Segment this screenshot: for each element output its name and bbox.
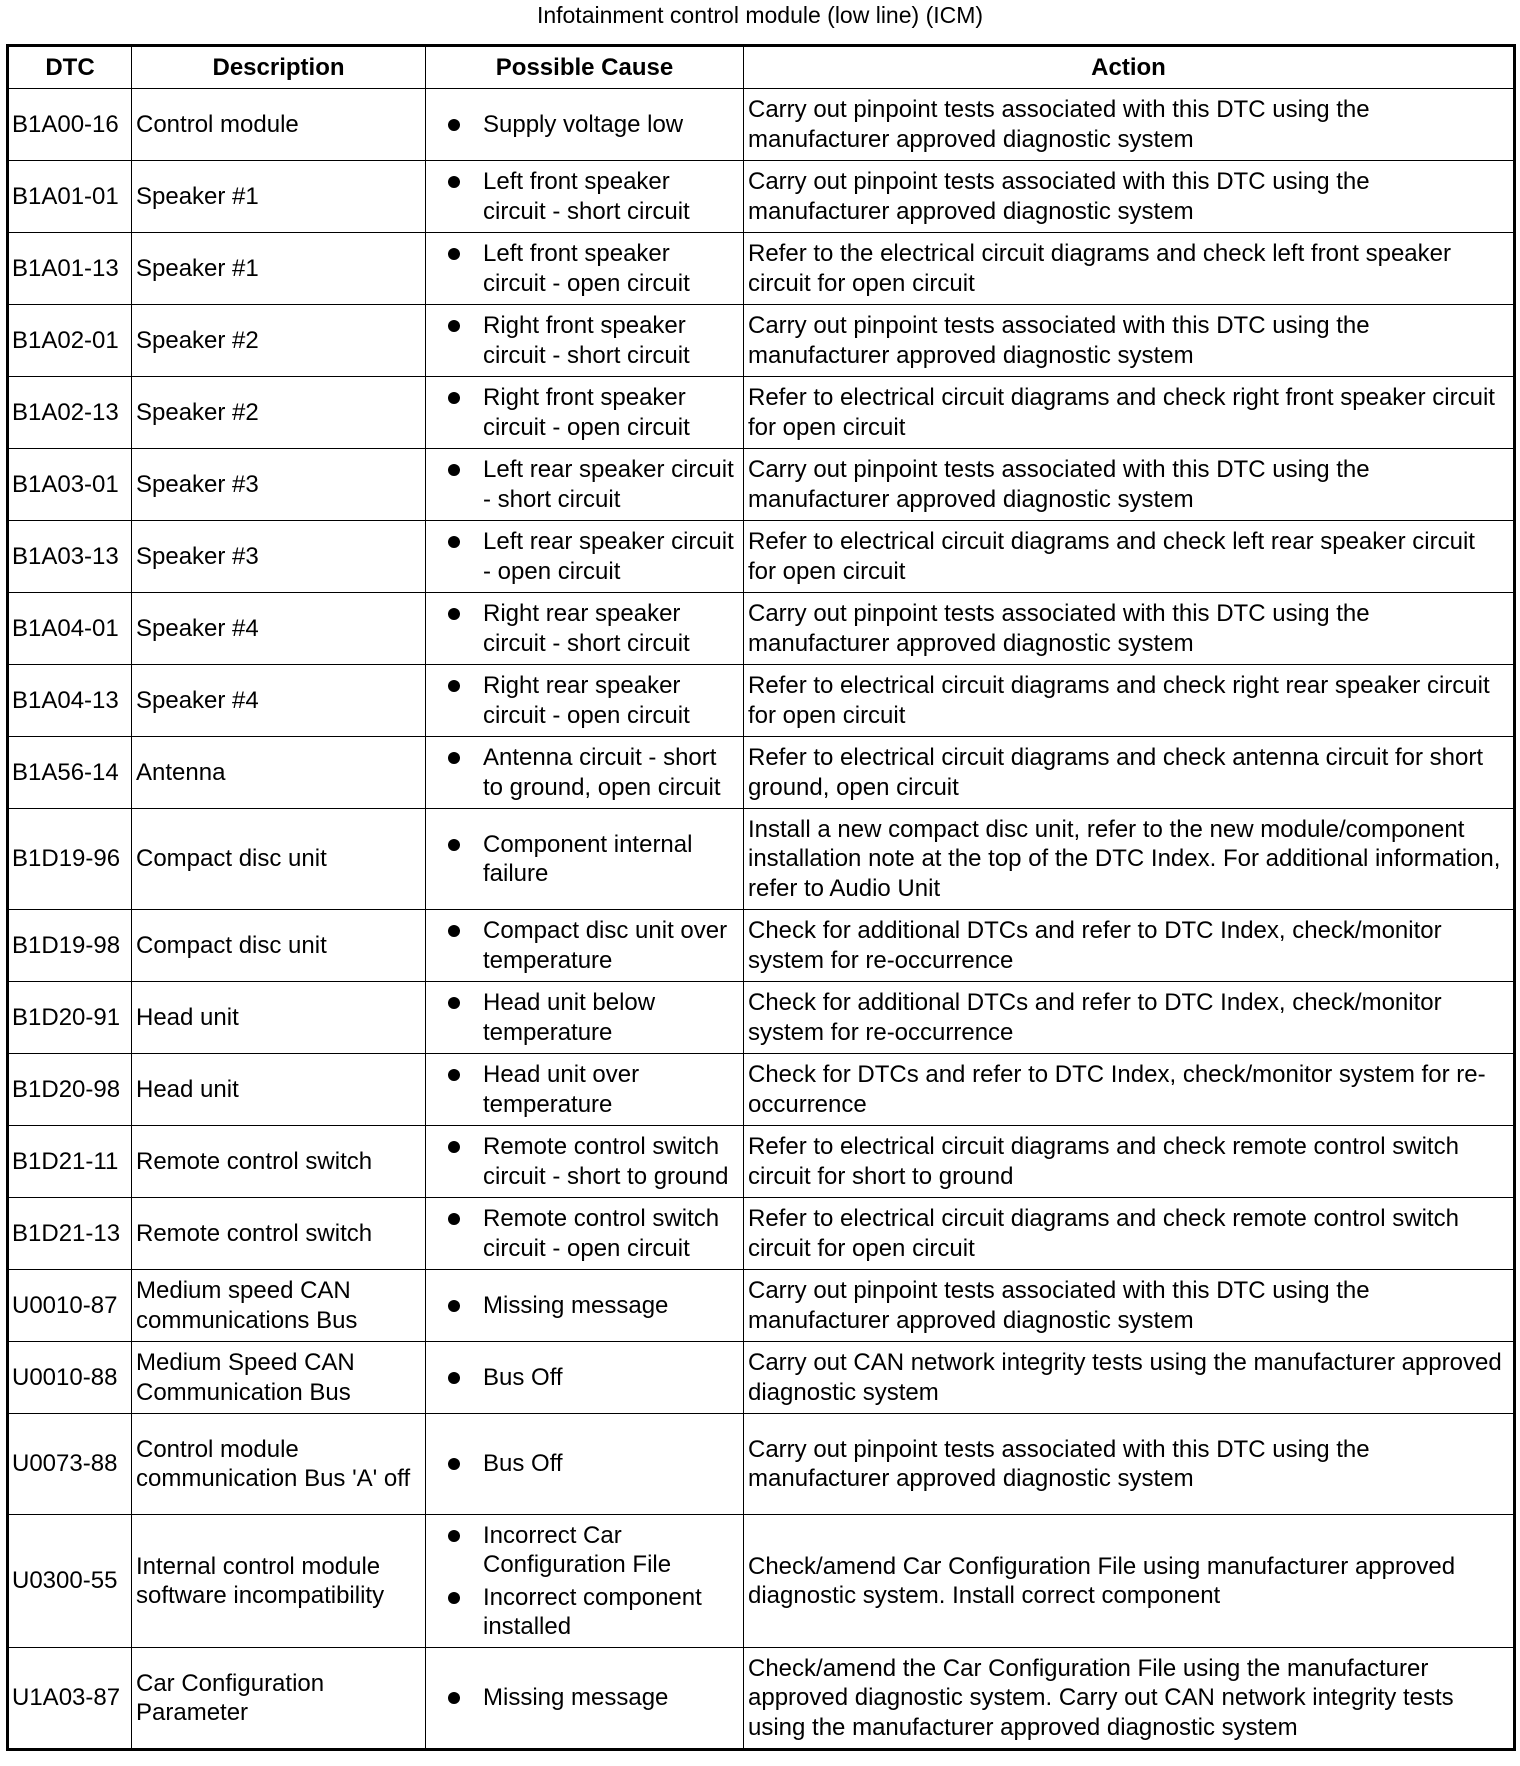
dtc-code-cell: B1A02-13 <box>8 377 132 449</box>
cause-item <box>448 167 739 226</box>
possible-cause-cell <box>426 521 744 593</box>
action-cell: Carry out pinpoint tests associated with this DTC using the manufacturer approved diagnostic system <box>744 593 1515 665</box>
column-header-action: Action <box>744 46 1515 89</box>
cause-list <box>448 1683 739 1713</box>
cause-list <box>448 167 739 226</box>
column-header-description: Description <box>132 46 426 89</box>
bullet-icon <box>448 248 460 260</box>
dtc-code-cell: B1D21-13 <box>8 1198 132 1270</box>
cause-list <box>448 110 739 140</box>
cause-text: Right front speaker circuit - open circuit <box>483 384 690 441</box>
action-cell: Refer to electrical circuit diagrams and check remote control switch circuit for short to ground <box>744 1126 1515 1198</box>
dtc-code-cell: U0300-55 <box>8 1515 132 1648</box>
bullet-icon <box>448 1692 460 1704</box>
description-cell: Speaker #3 <box>132 521 426 593</box>
dtc-code-cell: B1A04-01 <box>8 593 132 665</box>
cause-list <box>448 743 739 802</box>
description-cell: Speaker #1 <box>132 161 426 233</box>
cause-item <box>448 916 739 975</box>
description-cell: Speaker #2 <box>132 377 426 449</box>
cause-list <box>448 671 739 730</box>
bullet-icon <box>448 119 460 131</box>
bullet-icon <box>448 392 460 404</box>
cause-text: Missing message <box>483 1684 669 1712</box>
table-row <box>8 1270 1515 1342</box>
bullet-icon <box>448 839 460 851</box>
bullet-icon <box>448 1458 460 1470</box>
cause-text: Left rear speaker circuit - short circuit <box>483 456 734 513</box>
description-cell: Speaker #2 <box>132 305 426 377</box>
cause-list <box>448 599 739 658</box>
table-row <box>8 89 1515 161</box>
cause-item <box>448 110 739 140</box>
table-body <box>8 89 1515 1750</box>
cause-item <box>448 1363 739 1393</box>
bullet-icon <box>448 1530 460 1542</box>
table-row <box>8 233 1515 305</box>
bullet-icon <box>448 1372 460 1384</box>
table-header-row <box>8 46 1515 89</box>
dtc-code-cell: B1D19-96 <box>8 809 132 910</box>
cause-list <box>448 1132 739 1191</box>
action-cell: Refer to electrical circuit diagrams and check left rear speaker circuit for open circuit <box>744 521 1515 593</box>
cause-text: Missing message <box>483 1291 669 1319</box>
table-row <box>8 521 1515 593</box>
action-cell: Refer to electrical circuit diagrams and check remote control switch circuit for open circuit <box>744 1198 1515 1270</box>
dtc-code-cell: U0073-88 <box>8 1414 132 1515</box>
dtc-code-cell: B1A00-16 <box>8 89 132 161</box>
action-cell: Check for DTCs and refer to DTC Index, check/monitor system for re-occurrence <box>744 1054 1515 1126</box>
cause-text: Remote control switch circuit - short to ground <box>483 1133 729 1190</box>
description-cell: Remote control switch <box>132 1198 426 1270</box>
cause-list <box>448 383 739 442</box>
dtc-code-cell: B1D21-11 <box>8 1126 132 1198</box>
cause-text: Head unit over temperature <box>483 1061 640 1118</box>
action-cell: Install a new compact disc unit, refer to the new module/component installation note at the top of the DTC Index. For additional information, refer to Audio Unit <box>744 809 1515 910</box>
table-row <box>8 1054 1515 1126</box>
cause-item <box>448 1683 739 1713</box>
dtc-code-cell: B1A03-13 <box>8 521 132 593</box>
possible-cause-cell <box>426 233 744 305</box>
table-row <box>8 1414 1515 1515</box>
table-row <box>8 377 1515 449</box>
table-row <box>8 305 1515 377</box>
description-cell: Speaker #4 <box>132 665 426 737</box>
action-cell: Carry out pinpoint tests associated with this DTC using the manufacturer approved diagnostic system <box>744 305 1515 377</box>
bullet-icon <box>448 752 460 764</box>
dtc-code-cell: U1A03-87 <box>8 1648 132 1750</box>
action-cell: Check/amend Car Configuration File using manufacturer approved diagnostic system. Install correct component <box>744 1515 1515 1648</box>
bullet-icon <box>448 925 460 937</box>
cause-list <box>448 311 739 370</box>
cause-item <box>448 311 739 370</box>
dtc-code-cell: B1A04-13 <box>8 665 132 737</box>
column-header-dtc: DTC <box>8 46 132 89</box>
cause-item <box>448 671 739 730</box>
possible-cause-cell <box>426 449 744 521</box>
cause-item <box>448 383 739 442</box>
table-row <box>8 1198 1515 1270</box>
cause-list <box>448 916 739 975</box>
table-row <box>8 665 1515 737</box>
possible-cause-cell <box>426 809 744 910</box>
dtc-code-cell: B1A01-01 <box>8 161 132 233</box>
cause-list <box>448 1521 739 1642</box>
table-row <box>8 982 1515 1054</box>
table-row <box>8 449 1515 521</box>
description-cell: Speaker #3 <box>132 449 426 521</box>
cause-text: Compact disc unit over temperature <box>483 917 728 974</box>
cause-item <box>448 830 739 889</box>
bullet-icon <box>448 997 460 1009</box>
possible-cause-cell <box>426 593 744 665</box>
dtc-code-cell: B1A56-14 <box>8 737 132 809</box>
action-cell: Carry out pinpoint tests associated with this DTC using the manufacturer approved diagnostic system <box>744 161 1515 233</box>
cause-text: Incorrect component installed <box>483 1583 702 1640</box>
table-row <box>8 161 1515 233</box>
action-cell: Refer to the electrical circuit diagrams and check left front speaker circuit for open circuit <box>744 233 1515 305</box>
cause-item <box>448 1521 739 1580</box>
possible-cause-cell <box>426 1648 744 1750</box>
page-title: Infotainment control module (low line) (ICM) <box>536 2 984 28</box>
action-cell: Refer to electrical circuit diagrams and check right rear speaker circuit for open circuit <box>744 665 1515 737</box>
bullet-icon <box>448 1213 460 1225</box>
possible-cause-cell <box>426 89 744 161</box>
bullet-icon <box>448 320 460 332</box>
dtc-code-cell: B1D20-91 <box>8 982 132 1054</box>
dtc-code-cell: B1A01-13 <box>8 233 132 305</box>
possible-cause-cell <box>426 910 744 982</box>
description-cell: Control module communication Bus 'A' off <box>132 1414 426 1515</box>
table-row <box>8 737 1515 809</box>
cause-text: Remote control switch circuit - open circuit <box>483 1205 720 1262</box>
bullet-icon <box>448 680 460 692</box>
dtc-code-cell: B1D19-98 <box>8 910 132 982</box>
dtc-code-cell: B1D20-98 <box>8 1054 132 1126</box>
possible-cause-cell <box>426 737 744 809</box>
cause-list <box>448 830 739 889</box>
bullet-icon <box>448 176 460 188</box>
action-cell: Check/amend the Car Configuration File using the manufacturer approved diagnostic system. Carry out CAN network integrity tests using the manufacturer approved diagnostic system <box>744 1648 1515 1750</box>
bullet-icon <box>448 464 460 476</box>
action-cell: Refer to electrical circuit diagrams and check antenna circuit for short ground, open circuit <box>744 737 1515 809</box>
table-row <box>8 1515 1515 1648</box>
description-cell: Speaker #1 <box>132 233 426 305</box>
description-cell: Car Configuration Parameter <box>132 1648 426 1750</box>
description-cell: Compact disc unit <box>132 910 426 982</box>
cause-text: Left rear speaker circuit - open circuit <box>483 528 734 585</box>
cause-list <box>448 1449 739 1479</box>
dtc-code-cell: U0010-88 <box>8 1342 132 1414</box>
possible-cause-cell <box>426 305 744 377</box>
cause-text: Bus Off <box>483 1363 563 1391</box>
bullet-icon <box>448 608 460 620</box>
possible-cause-cell <box>426 1054 744 1126</box>
cause-item <box>448 1060 739 1119</box>
cause-item <box>448 599 739 658</box>
bullet-icon <box>448 1592 460 1604</box>
possible-cause-cell <box>426 1126 744 1198</box>
action-cell: Refer to electrical circuit diagrams and check right front speaker circuit for open circuit <box>744 377 1515 449</box>
cause-text: Bus Off <box>483 1450 563 1478</box>
cause-list <box>448 239 739 298</box>
cause-text: Left front speaker circuit - short circuit <box>483 168 690 225</box>
cause-item <box>448 527 739 586</box>
possible-cause-cell <box>426 1270 744 1342</box>
bullet-icon <box>448 1069 460 1081</box>
cause-item <box>448 455 739 514</box>
bullet-icon <box>448 536 460 548</box>
cause-list <box>448 1060 739 1119</box>
action-cell: Carry out pinpoint tests associated with this DTC using the manufacturer approved diagnostic system <box>744 1270 1515 1342</box>
description-cell: Remote control switch <box>132 1126 426 1198</box>
possible-cause-cell <box>426 377 744 449</box>
table-row <box>8 593 1515 665</box>
possible-cause-cell <box>426 665 744 737</box>
column-header-possible-cause: Possible Cause <box>426 46 744 89</box>
cause-item <box>448 239 739 298</box>
cause-item <box>448 1583 739 1642</box>
description-cell: Speaker #4 <box>132 593 426 665</box>
action-cell: Carry out pinpoint tests associated with this DTC using the manufacturer approved diagnostic system <box>744 1414 1515 1515</box>
cause-item <box>448 1204 739 1263</box>
cause-text: Component internal failure <box>483 830 693 887</box>
cause-list <box>448 988 739 1047</box>
cause-text: Incorrect Car Configuration File <box>483 1521 672 1578</box>
bullet-icon <box>448 1141 460 1153</box>
possible-cause-cell <box>426 982 744 1054</box>
dtc-code-cell: B1A03-01 <box>8 449 132 521</box>
description-cell: Medium Speed CAN Communication Bus <box>132 1342 426 1414</box>
description-cell: Head unit <box>132 982 426 1054</box>
cause-text: Antenna circuit - short to ground, open circuit <box>483 744 721 801</box>
description-cell: Antenna <box>132 737 426 809</box>
table-row <box>8 1126 1515 1198</box>
cause-item <box>448 1132 739 1191</box>
dtc-code-cell: B1A02-01 <box>8 305 132 377</box>
cause-text: Supply voltage low <box>483 110 684 138</box>
bullet-icon <box>448 1300 460 1312</box>
description-cell: Medium speed CAN communications Bus <box>132 1270 426 1342</box>
description-cell: Head unit <box>132 1054 426 1126</box>
possible-cause-cell <box>426 1414 744 1515</box>
action-cell: Carry out pinpoint tests associated with this DTC using the manufacturer approved diagnostic system <box>744 449 1515 521</box>
action-cell: Carry out CAN network integrity tests using the manufacturer approved diagnostic system <box>744 1342 1515 1414</box>
possible-cause-cell <box>426 1515 744 1648</box>
cause-text: Head unit below temperature <box>483 989 656 1046</box>
cause-list <box>448 1291 739 1321</box>
cause-text: Right rear speaker circuit - short circuit <box>483 600 690 657</box>
description-cell: Internal control module software incompatibility <box>132 1515 426 1648</box>
table-row <box>8 910 1515 982</box>
cause-item <box>448 743 739 802</box>
cause-text: Left front speaker circuit - open circuit <box>483 240 690 297</box>
cause-text: Right rear speaker circuit - open circuit <box>483 672 690 729</box>
cause-list <box>448 1363 739 1393</box>
cause-item <box>448 1449 739 1479</box>
dtc-table <box>6 44 1516 1751</box>
table-row <box>8 1648 1515 1750</box>
possible-cause-cell <box>426 1198 744 1270</box>
action-cell: Check for additional DTCs and refer to DTC Index, check/monitor system for re-occurrence <box>744 982 1515 1054</box>
dtc-code-cell: U0010-87 <box>8 1270 132 1342</box>
cause-list <box>448 527 739 586</box>
action-cell: Check for additional DTCs and refer to DTC Index, check/monitor system for re-occurrence <box>744 910 1515 982</box>
cause-item <box>448 988 739 1047</box>
description-cell: Compact disc unit <box>132 809 426 910</box>
possible-cause-cell <box>426 1342 744 1414</box>
action-cell: Carry out pinpoint tests associated with this DTC using the manufacturer approved diagnostic system <box>744 89 1515 161</box>
cause-list <box>448 455 739 514</box>
description-cell: Control module <box>132 89 426 161</box>
cause-text: Right front speaker circuit - short circuit <box>483 312 690 369</box>
possible-cause-cell <box>426 161 744 233</box>
cause-list <box>448 1204 739 1263</box>
table-row <box>8 1342 1515 1414</box>
table-row <box>8 809 1515 910</box>
cause-item <box>448 1291 739 1321</box>
